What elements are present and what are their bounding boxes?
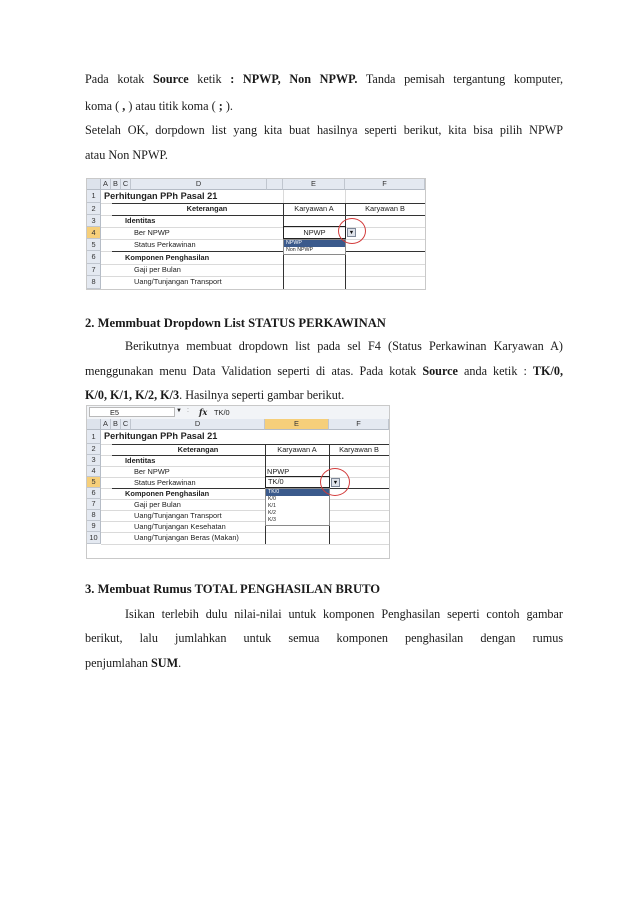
heading-3: 3. Membuat Rumus TOTAL PENGHASILAN BRUTO: [85, 582, 381, 596]
dropdown-option-k2[interactable]: K/2: [268, 510, 276, 516]
para3-line3: penjumlahan SUM.: [85, 656, 182, 670]
col-header-c: C: [121, 179, 131, 190]
para3-line2: berikut, lalu jumlahkan untuk semua komponen penghasilan dengan rumus: [85, 631, 564, 645]
dropdown-option-k0[interactable]: K/0: [268, 496, 276, 502]
select-all-corner: [87, 419, 101, 430]
sheet-title: Perhitungan PPh Pasal 21: [104, 431, 218, 441]
label-uang-transport: Uang/Tunjangan Transport: [134, 277, 222, 286]
grid-line: [101, 544, 389, 545]
row-header-9: 9: [87, 521, 101, 532]
header-karyawan-b: Karyawan B: [365, 204, 405, 213]
col-header-e: E: [283, 179, 345, 190]
dropdown-list[interactable]: [265, 488, 330, 526]
label-identitas: Identitas: [125, 456, 156, 465]
col-header-e: E: [265, 419, 329, 430]
row-header-5: 5: [87, 477, 101, 488]
para2-line2: menggunakan menu Data Validation seperti di atas. Pada kotak Source anda ketik : TK/0,: [85, 364, 563, 378]
row-header-7: 7: [87, 264, 101, 276]
label-status-perkawinan: Status Perkawinan: [134, 478, 196, 487]
dropdown-option-npwp[interactable]: NPWP: [284, 240, 345, 247]
col-header-c: C: [121, 419, 131, 430]
para1-line1: Pada kotak Source ketik : NPWP, Non NPWP. Tanda pemisah tergantung komputer,: [85, 72, 564, 86]
row-header-3: 3: [87, 455, 101, 466]
formula-value[interactable]: TK/0: [214, 408, 230, 417]
row-header-8: 8: [87, 276, 101, 289]
highlight-circle: [320, 468, 350, 496]
heading-2: 2. Memmbuat Dropdown List STATUS PERKAWINAN: [85, 316, 386, 330]
label-ber-npwp: Ber NPWP: [134, 467, 170, 476]
row-header-4: 4: [87, 227, 101, 239]
sheet-title: Perhitungan PPh Pasal 21: [104, 191, 218, 201]
header-karyawan-b: Karyawan B: [339, 445, 379, 454]
row-header-10: 10: [87, 532, 101, 544]
header-keterangan: Keterangan: [186, 204, 228, 213]
table-border: [112, 251, 425, 252]
formula-bar: [87, 406, 389, 420]
col-header-gap: [267, 179, 283, 190]
col-header-a: A: [101, 419, 111, 430]
label-uang-beras: Uang/Tunjangan Beras (Makan): [134, 533, 239, 542]
dropdown-option-non-npwp[interactable]: Non NPWP: [286, 247, 314, 253]
header-karyawan-a: Karyawan A: [277, 445, 317, 454]
name-box-dropdown-icon[interactable]: ▼: [176, 408, 182, 414]
label-uang-kesehatan: Uang/Tunjangan Kesehatan: [134, 522, 226, 531]
para2-line1: Berikutnya membuat dropdown list pada sel F4 (Status Perkawinan Karyawan A): [125, 339, 563, 353]
row-header-4: 4: [87, 466, 101, 477]
fx-icon[interactable]: fx: [199, 407, 208, 417]
row-header-5: 5: [87, 239, 101, 251]
col-header-b: B: [111, 179, 121, 190]
dropdown-arrow-icon[interactable]: ▼: [332, 480, 339, 486]
header-karyawan-a: Karyawan A: [294, 204, 334, 213]
label-gaji: Gaji per Bulan: [134, 265, 181, 274]
row-header-3: 3: [87, 215, 101, 227]
row-header-1: 1: [87, 190, 101, 203]
active-cell-e4[interactable]: NPWP: [283, 226, 346, 239]
label-ber-npwp: Ber NPWP: [134, 228, 170, 237]
row-header-6: 6: [87, 251, 101, 264]
row-header-2: 2: [87, 444, 101, 455]
label-identitas: Identitas: [125, 216, 156, 225]
row-header-7: 7: [87, 499, 101, 510]
col-header-f: F: [329, 419, 389, 430]
col-header-a: A: [101, 179, 111, 190]
label-komponen-penghasilan: Komponen Penghasilan: [125, 489, 210, 498]
highlight-circle: [338, 218, 366, 244]
select-all-corner: [87, 179, 101, 190]
label-status-perkawinan: Status Perkawinan: [134, 240, 196, 249]
dropdown-option-k1[interactable]: K/1: [268, 503, 276, 509]
label-komponen-penghasilan: Komponen Penghasilan: [125, 253, 210, 262]
para3-line1: Isikan terlebih dulu nilai-nilai untuk komponen Penghasilan seperti contoh gambar: [125, 607, 563, 621]
excel-screenshot-status: [86, 405, 390, 559]
header-keterangan: Keterangan: [177, 445, 219, 454]
label-gaji: Gaji per Bulan: [134, 500, 181, 509]
name-box[interactable]: E5: [89, 407, 175, 417]
col-header-f: F: [345, 179, 425, 190]
dropdown-option-tk0[interactable]: TK/0: [266, 489, 329, 496]
dropdown-option-k3[interactable]: K/3: [268, 517, 276, 523]
para2-line3: K/0, K/1, K/2, K/3. Hasilnya seperti gambar berikut.: [85, 388, 345, 402]
para1-line4: atau Non NPWP.: [85, 148, 168, 162]
col-header-d: D: [131, 419, 265, 430]
para1-line3: Setelah OK, dorpdown list yang kita buat hasilnya seperti berikut, kita bisa pilih NPWP: [85, 123, 563, 137]
row-header-1: 1: [87, 430, 101, 444]
active-cell-e5[interactable]: TK/0: [265, 476, 330, 488]
para1-line2: koma ( , ) atau titik koma ( ; ).: [85, 99, 233, 113]
table-border: [112, 215, 425, 216]
col-header-b: B: [111, 419, 121, 430]
separator-dots: :: [187, 407, 189, 414]
col-header-d-label: D: [131, 179, 267, 190]
dropdown-arrow-icon[interactable]: ▼: [348, 230, 355, 236]
excel-screenshot-npwp: [86, 178, 426, 290]
dropdown-list[interactable]: [283, 239, 346, 255]
row-header-6: 6: [87, 488, 101, 499]
label-uang-transport: Uang/Tunjangan Transport: [134, 511, 222, 520]
value-npwp: NPWP: [267, 467, 290, 476]
row-header-8: 8: [87, 510, 101, 521]
row-header-2: 2: [87, 203, 101, 215]
